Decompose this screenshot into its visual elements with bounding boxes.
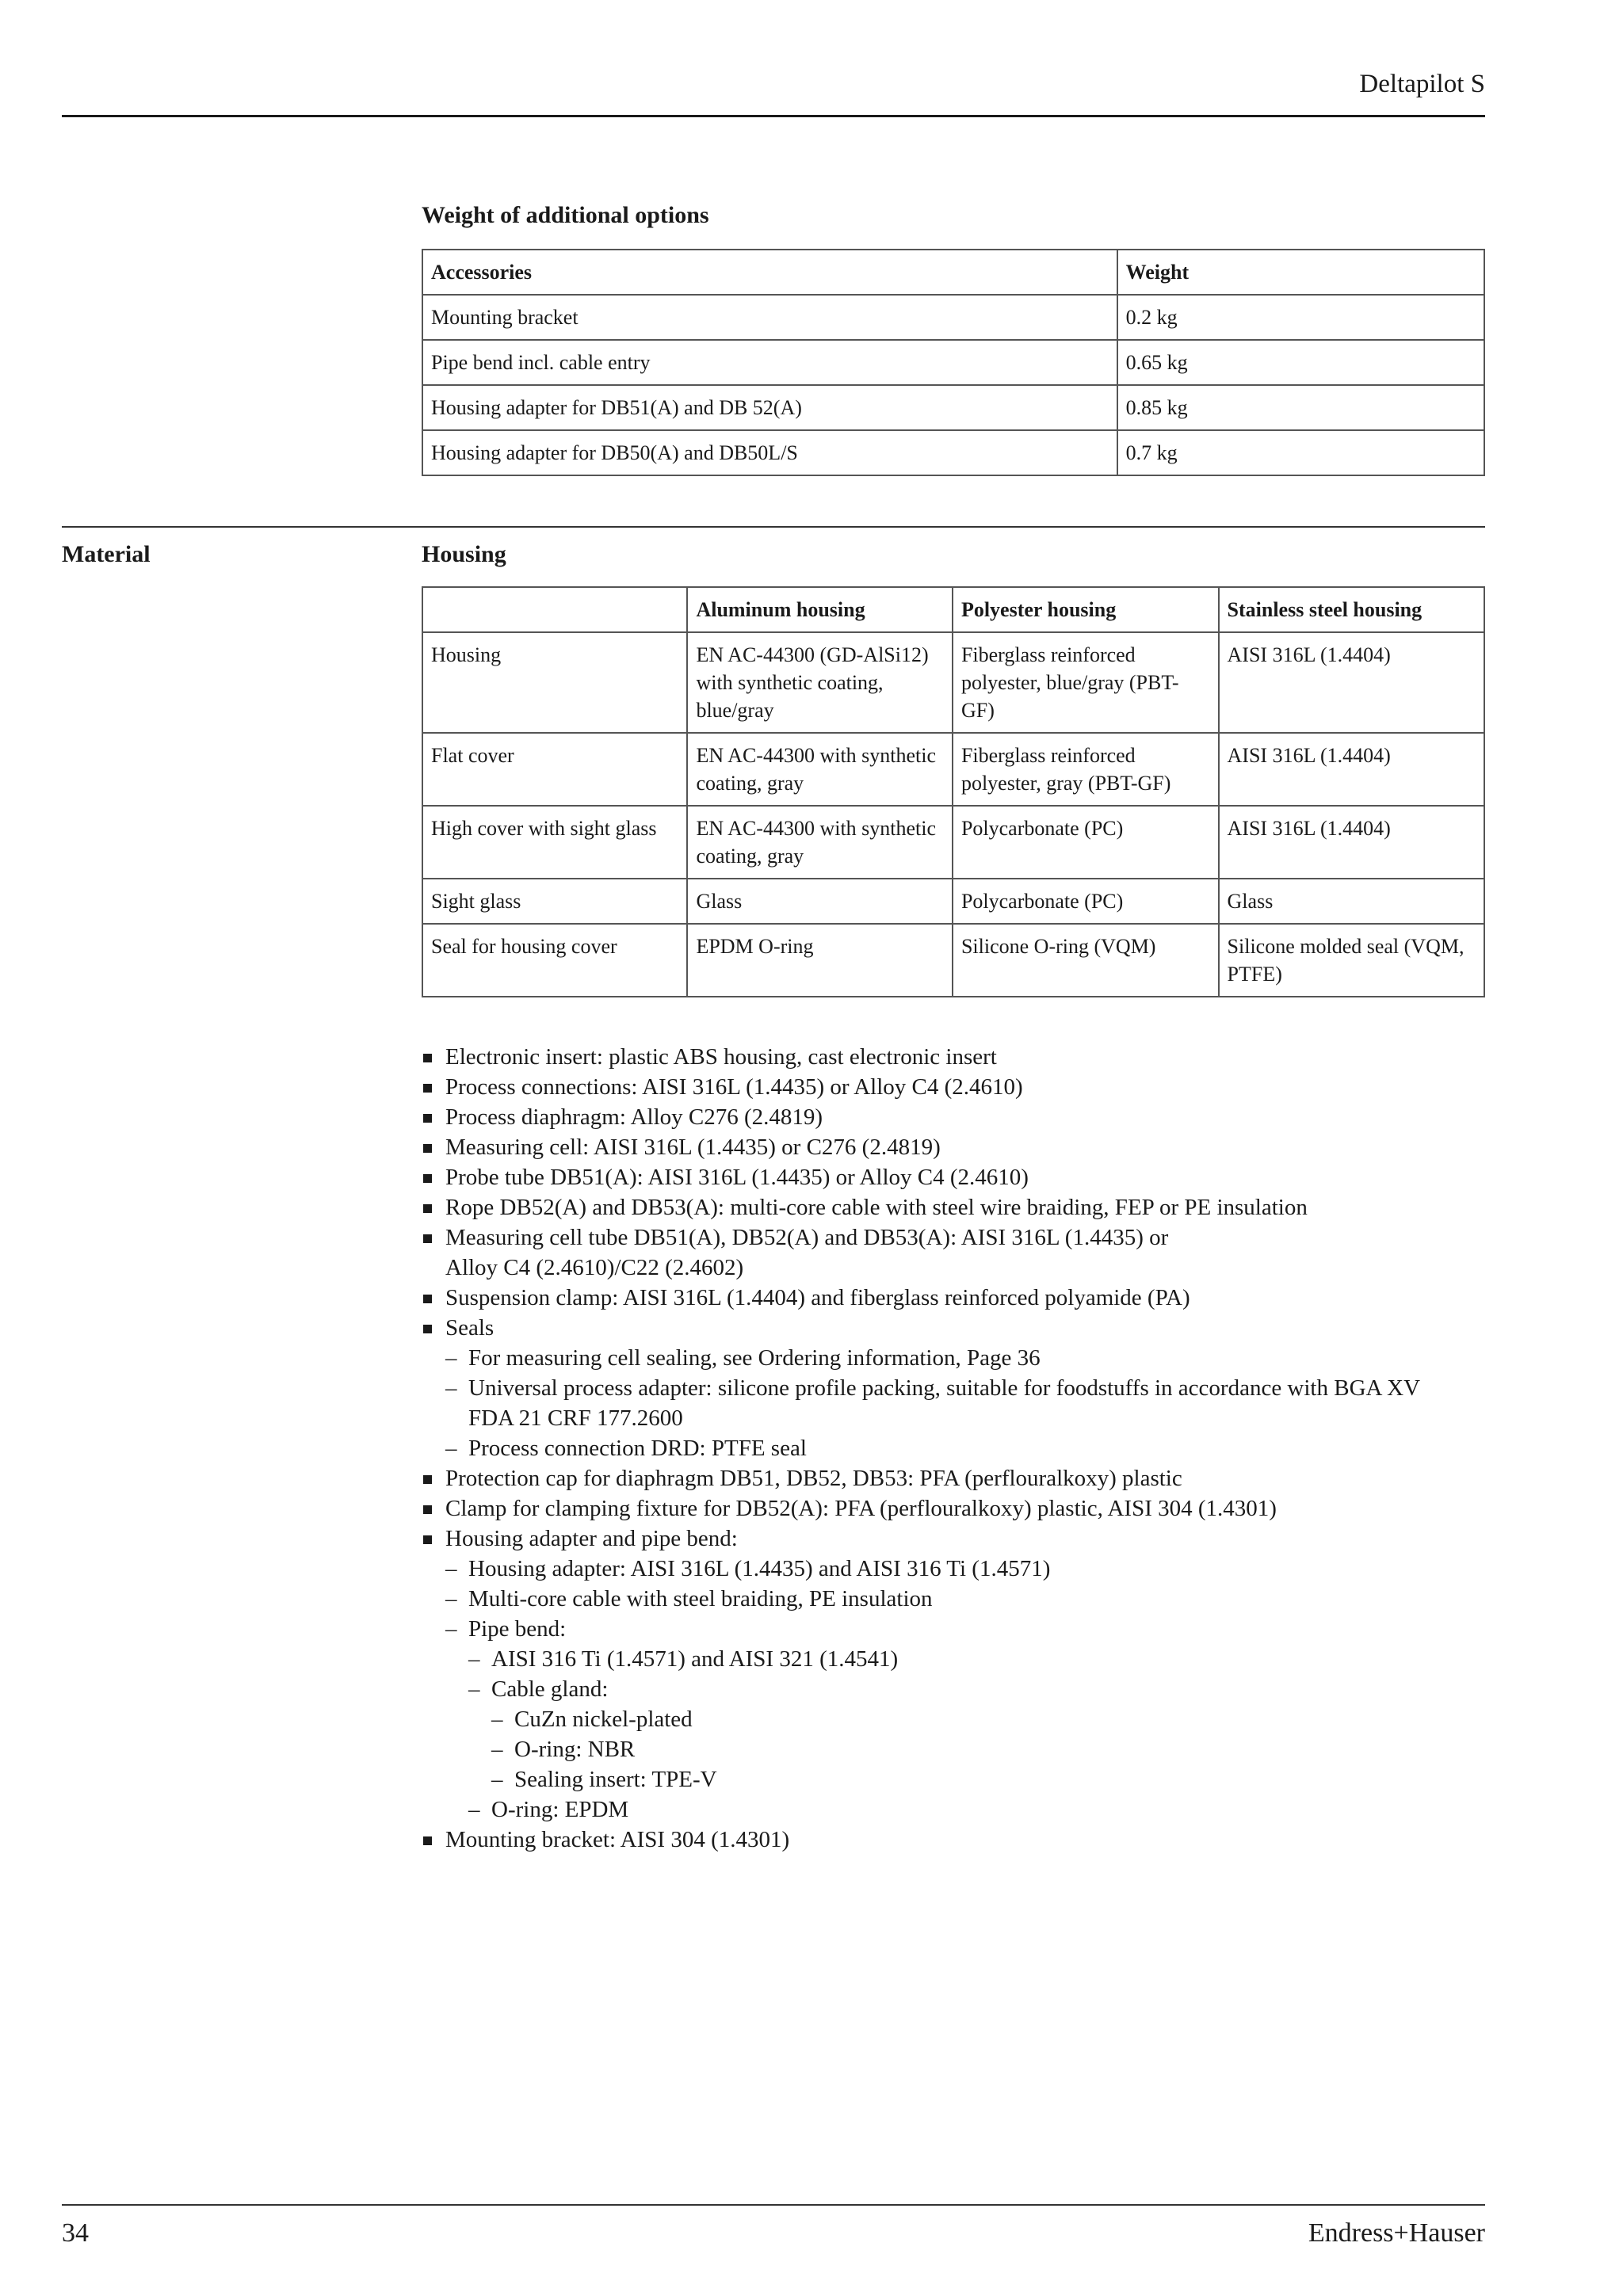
- list-item-text: For measuring cell sealing, see Ordering information, Page 36: [468, 1345, 1041, 1371]
- dash-bullet-icon: –: [491, 1737, 503, 1762]
- list-item-text: Universal process adapter: silicone profile packing, suitable for foodstuffs in accordance with BGA XV FDA 21 CRF 177.2600: [468, 1375, 1421, 1431]
- stainless-cell: AISI 316L (1.4404): [1219, 733, 1484, 806]
- weight-cell: 0.2 kg: [1117, 295, 1484, 340]
- stainless-cell: Glass: [1219, 879, 1484, 924]
- list-item: [422, 1704, 1484, 1734]
- list-item: [422, 1734, 1484, 1764]
- table-row: [422, 385, 1484, 430]
- square-bullet-icon: [423, 1234, 432, 1243]
- table-row: [422, 733, 1484, 806]
- component-cell: Flat cover: [422, 733, 687, 806]
- square-bullet-icon: [423, 1325, 432, 1333]
- header-product-title: Deltapilot S: [1359, 70, 1485, 98]
- list-item-text: Measuring cell tube DB51(A), DB52(A) and DB53(A): AISI 316L (1.4435) or Alloy C4 (2.4610)/C22 (2.4602): [445, 1225, 1169, 1280]
- list-item-text: Rope DB52(A) and DB53(A): multi-core cable with steel wire braiding, FEP or PE insulation: [445, 1195, 1308, 1220]
- list-item-text: Measuring cell: AISI 316L (1.4435) or C276 (2.4819): [445, 1135, 941, 1160]
- list-item-text: Probe tube DB51(A): AISI 316L (1.4435) or Alloy C4 (2.4610): [445, 1165, 1029, 1190]
- square-bullet-icon: [423, 1295, 432, 1303]
- list-item: [422, 1313, 1484, 1343]
- dash-bullet-icon: –: [445, 1556, 457, 1581]
- list-item-text: Housing adapter and pipe bend:: [445, 1526, 738, 1551]
- list-item: [422, 1764, 1484, 1794]
- list-item-text: AISI 316 Ti (1.4571) and AISI 321 (1.4541): [491, 1646, 899, 1672]
- aluminum-cell: EN AC-44300 with synthetic coating, gray: [687, 806, 953, 879]
- square-bullet-icon: [423, 1114, 432, 1123]
- column-header: [422, 587, 687, 632]
- list-item-text: Electronic insert: plastic ABS housing, cast electronic insert: [445, 1044, 997, 1070]
- aluminum-cell: EN AC-44300 with synthetic coating, gray: [687, 733, 953, 806]
- square-bullet-icon: [423, 1144, 432, 1153]
- list-item: [422, 1554, 1484, 1584]
- dash-bullet-icon: –: [445, 1345, 457, 1371]
- dash-bullet-icon: –: [468, 1646, 480, 1672]
- footer-brand: Endress+Hauser: [1308, 2218, 1485, 2248]
- dash-bullet-icon: –: [468, 1676, 480, 1702]
- list-item: [422, 1192, 1484, 1222]
- square-bullet-icon: [423, 1054, 432, 1062]
- column-header: Aluminum housing: [687, 587, 953, 632]
- list-item-text: O-ring: EPDM: [491, 1797, 629, 1822]
- weight-options-table: [422, 249, 1485, 476]
- column-header: Polyester housing: [953, 587, 1219, 632]
- polyester-cell: Fiberglass reinforced polyester, blue/gray (PBT-GF): [953, 632, 1219, 733]
- list-item-text: O-ring: NBR: [514, 1737, 636, 1762]
- list-item-text: Pipe bend:: [468, 1616, 567, 1642]
- material-list: [422, 1042, 1484, 1855]
- square-bullet-icon: [423, 1084, 432, 1093]
- list-item-text: Cable gland:: [491, 1676, 609, 1702]
- column-header: Weight: [1117, 250, 1484, 295]
- square-bullet-icon: [423, 1204, 432, 1213]
- table-row: [422, 806, 1484, 879]
- square-bullet-icon: [423, 1836, 432, 1845]
- component-cell: Housing: [422, 632, 687, 733]
- table-row: [422, 924, 1484, 997]
- aluminum-cell: EN AC-44300 (GD-AlSi12) with synthetic coating, blue/gray: [687, 632, 953, 733]
- list-item: [422, 1825, 1484, 1855]
- list-item: [422, 1794, 1484, 1825]
- table-row: [422, 340, 1484, 385]
- list-item-text: Mounting bracket: AISI 304 (1.4301): [445, 1827, 790, 1852]
- list-item-text: Process connections: AISI 316L (1.4435) or Alloy C4 (2.4610): [445, 1074, 1023, 1100]
- list-item: [422, 1132, 1484, 1162]
- list-item-text: Process diaphragm: Alloy C276 (2.4819): [445, 1104, 823, 1130]
- table-row: [422, 632, 1484, 733]
- dash-bullet-icon: –: [491, 1767, 503, 1792]
- list-item: [422, 1644, 1484, 1674]
- dash-bullet-icon: –: [468, 1797, 480, 1822]
- list-item: [422, 1584, 1484, 1614]
- square-bullet-icon: [423, 1475, 432, 1484]
- list-item-text: Protection cap for diaphragm DB51, DB52, DB53: PFA (perflouralkoxy) plastic: [445, 1466, 1182, 1491]
- list-item: [422, 1463, 1484, 1493]
- polyester-cell: Fiberglass reinforced polyester, gray (PBT-GF): [953, 733, 1219, 806]
- column-header: Stainless steel housing: [1219, 587, 1484, 632]
- list-item: [422, 1674, 1484, 1704]
- list-item-text: CuZn nickel-plated: [514, 1707, 693, 1732]
- aluminum-cell: EPDM O-ring: [687, 924, 953, 997]
- stainless-cell: AISI 316L (1.4404): [1219, 632, 1484, 733]
- dash-bullet-icon: –: [491, 1707, 503, 1732]
- list-item-text: Multi-core cable with steel braiding, PE insulation: [468, 1586, 933, 1611]
- polyester-cell: Polycarbonate (PC): [953, 879, 1219, 924]
- list-item: [422, 1614, 1484, 1644]
- housing-material-table: [422, 586, 1485, 997]
- component-cell: Sight glass: [422, 879, 687, 924]
- list-item-text: Sealing insert: TPE-V: [514, 1767, 717, 1792]
- list-item: [422, 1102, 1484, 1132]
- list-item: [422, 1072, 1484, 1102]
- weight-cell: 0.7 kg: [1117, 430, 1484, 475]
- footer-divider: [62, 2204, 1485, 2206]
- list-item: [422, 1373, 1484, 1433]
- stainless-cell: Silicone molded seal (VQM, PTFE): [1219, 924, 1484, 997]
- table-row: [422, 295, 1484, 340]
- square-bullet-icon: [423, 1535, 432, 1544]
- weight-options-heading: Weight of additional options: [422, 202, 709, 228]
- table-header-row: [422, 587, 1484, 632]
- weight-cell: 0.85 kg: [1117, 385, 1484, 430]
- polyester-cell: Polycarbonate (PC): [953, 806, 1219, 879]
- housing-heading: Housing: [422, 541, 506, 567]
- list-item-text: Clamp for clamping fixture for DB52(A): PFA (perflouralkoxy) plastic, AISI 304 (1.4301): [445, 1496, 1277, 1521]
- list-item-text: Seals: [445, 1315, 495, 1341]
- page-number: 34: [62, 2218, 89, 2248]
- weight-cell: 0.65 kg: [1117, 340, 1484, 385]
- polyester-cell: Silicone O-ring (VQM): [953, 924, 1219, 997]
- table-row: [422, 430, 1484, 475]
- accessory-cell: Pipe bend incl. cable entry: [422, 340, 1117, 385]
- list-item: [422, 1162, 1484, 1192]
- list-item: [422, 1042, 1484, 1072]
- material-label: Material: [62, 541, 151, 567]
- list-item: [422, 1524, 1484, 1554]
- table-row: [422, 879, 1484, 924]
- accessory-cell: Housing adapter for DB51(A) and DB 52(A): [422, 385, 1117, 430]
- list-item-text: Process connection DRD: PTFE seal: [468, 1436, 807, 1461]
- list-item: [422, 1343, 1484, 1373]
- stainless-cell: AISI 316L (1.4404): [1219, 806, 1484, 879]
- list-item: [422, 1433, 1484, 1463]
- dash-bullet-icon: –: [445, 1616, 457, 1642]
- aluminum-cell: Glass: [687, 879, 953, 924]
- list-item-text: Housing adapter: AISI 316L (1.4435) and AISI 316 Ti (1.4571): [468, 1556, 1051, 1581]
- component-cell: Seal for housing cover: [422, 924, 687, 997]
- list-item-text: Suspension clamp: AISI 316L (1.4404) and fiberglass reinforced polyamide (PA): [445, 1285, 1190, 1310]
- accessory-cell: Housing adapter for DB50(A) and DB50L/S: [422, 430, 1117, 475]
- dash-bullet-icon: –: [445, 1436, 457, 1461]
- list-item: [422, 1493, 1484, 1524]
- table-header-row: [422, 250, 1484, 295]
- component-cell: High cover with sight glass: [422, 806, 687, 879]
- list-item: [422, 1283, 1484, 1313]
- column-header: Accessories: [422, 250, 1117, 295]
- header-divider: [62, 115, 1485, 117]
- square-bullet-icon: [423, 1174, 432, 1183]
- dash-bullet-icon: –: [445, 1375, 457, 1401]
- square-bullet-icon: [423, 1505, 432, 1514]
- dash-bullet-icon: –: [445, 1586, 457, 1611]
- section-divider: [62, 526, 1485, 528]
- accessory-cell: Mounting bracket: [422, 295, 1117, 340]
- list-item: [422, 1222, 1484, 1283]
